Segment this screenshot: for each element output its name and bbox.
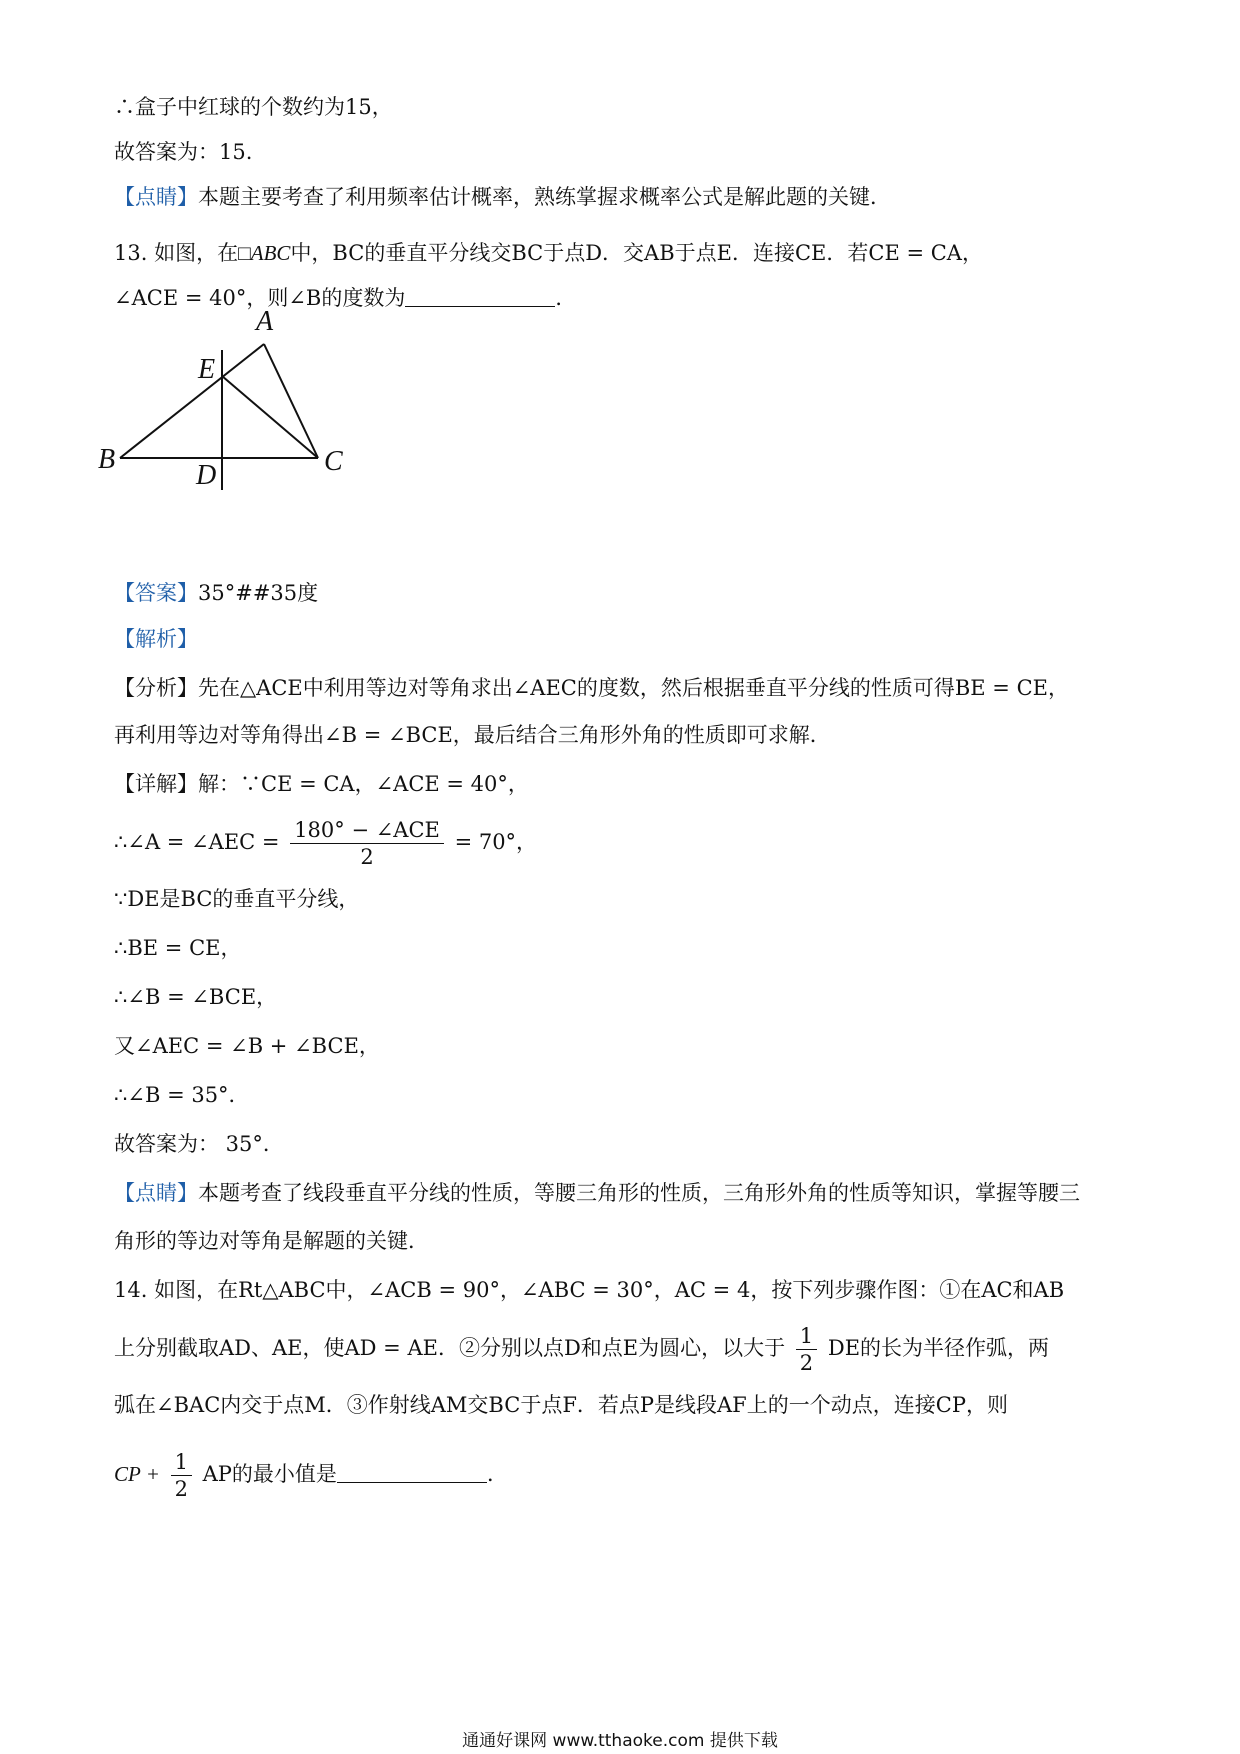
text-line: 【点睛】本题主要考查了利用频率估计概率，熟练掌握求概率公式是解此题的关键． <box>114 185 891 209</box>
label-d: D <box>196 460 217 491</box>
question-14-line1: 14. 如图，在Rt△ABC中，∠ACB = 90°，∠ABC = 30°，AC = 4，按下列步骤作图：①在AC和AB <box>114 1278 1065 1302</box>
step-line: 故答案为： 35°． <box>114 1132 284 1156</box>
fraction: $\frac{\text{180° − ∠ACE}}{2}$ <box>290 817 444 870</box>
step-line: ∵DE是BC的垂直平分线， <box>114 887 360 911</box>
label-c: C <box>324 446 343 477</box>
analysis-line2: 再利用等边对等角得出∠B = ∠BCE，最后结合三角形外角的性质即可求解． <box>114 723 831 747</box>
question-13-line1: 13. 如图，在□ABC中，BC的垂直平分线交BC于点D．交AB于点E．连接CE．若CE = CA， <box>114 241 983 265</box>
question-14-line2: 上分别截取AD、AE，使AD = AE．②分别以点D和点E为圆心，以大于 $\frac{1}{2}$ DE的长为半径作弧，两 <box>114 1324 1050 1375</box>
step-line: ∴BE = CE， <box>114 936 242 960</box>
answer-blank <box>405 284 555 307</box>
text-line: 故答案为：15. <box>114 140 253 164</box>
fraction-half: $\frac{1}{2}$ <box>796 1323 817 1376</box>
summary-line1: 【点睛】本题考查了线段垂直平分线的性质，等腰三角形的性质，三角形外角的性质等知识，掌握等腰三 <box>114 1181 1080 1205</box>
step-line: ∴∠B = 35°． <box>114 1083 250 1107</box>
detail-line: 【详解】解：∵CE = CA，∠ACE = 40°， <box>114 772 529 796</box>
label-b: B <box>98 444 116 475</box>
text-line: ∴盒子中红球的个数约为15， <box>114 95 393 119</box>
step-line: ∴∠B = ∠BCE， <box>114 985 278 1009</box>
analysis-heading <box>114 624 198 654</box>
step-line: 又∠AEC = ∠B + ∠BCE， <box>114 1034 380 1058</box>
section-tag: 【解析】 <box>114 627 198 651</box>
step-fraction-line: ∴∠A = ∠AEC = $\frac{\text{180° − ∠ACE}}{2}$ = 70°， <box>114 818 538 869</box>
section-tag: 【答案】 <box>114 581 198 605</box>
answer-blank <box>337 1460 487 1483</box>
fraction-half: $\frac{1}{2}$ <box>171 1449 192 1502</box>
segment-ac <box>264 344 318 458</box>
triangle-figure <box>98 306 406 550</box>
answer-line: 【答案】35°##35度 <box>114 581 319 605</box>
question-14-line3: 弧在∠BAC内交于点M．③作射线AM交BC于点F．若点P是线段AF上的一个动点，连接CP，则 <box>114 1393 1008 1417</box>
footer-text: 通通好课网 www.tthaoke.com 提供下载 <box>462 1731 778 1751</box>
analysis-line1: 【分析】先在△ACE中利用等边对等角求出∠AEC的度数，然后根据垂直平分线的性质可得BE = CE， <box>114 676 1069 700</box>
question-13-line2: ∠ACE = 40°，则∠B的度数为 ． <box>114 286 577 310</box>
segment-ba <box>120 344 264 458</box>
section-tag: 【点睛】 <box>114 185 198 209</box>
question-14-line4: CP + $\frac{1}{2}$ AP的最小值是 ． <box>114 1450 508 1501</box>
section-tag: 【点睛】 <box>114 1181 198 1205</box>
label-a: A <box>256 306 274 337</box>
segment-ec <box>222 376 318 458</box>
summary-line2: 角形的等边对等角是解题的关键． <box>114 1229 429 1253</box>
label-e: E <box>198 354 216 385</box>
